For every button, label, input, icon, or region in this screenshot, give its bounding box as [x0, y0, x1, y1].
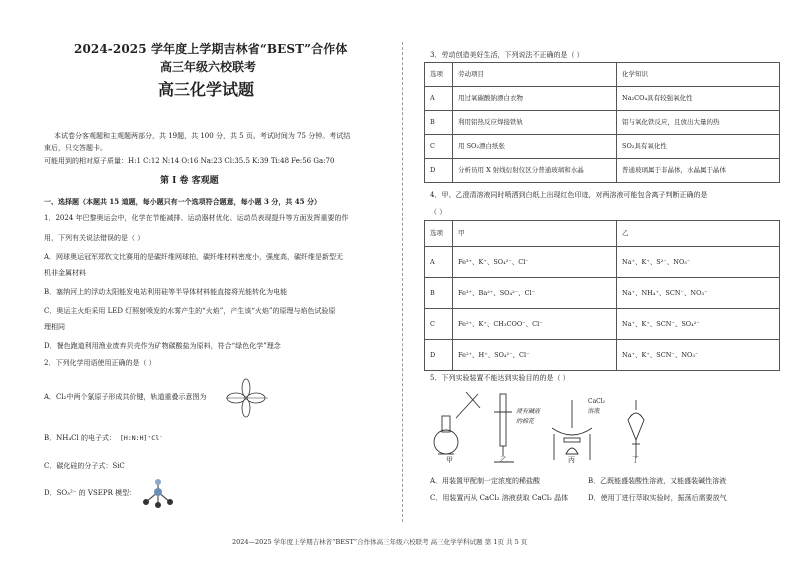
- apparatus-jia-flask-icon: [426, 388, 492, 462]
- table-row: [425, 340, 780, 371]
- q4-header-option: 选项: [425, 221, 453, 247]
- q1-option-c-line2: 理相同: [44, 323, 65, 331]
- table-cell: 利用铝热反应焊接铁轨: [453, 111, 617, 135]
- q4-table: [424, 220, 780, 371]
- table-cell: A: [425, 87, 453, 111]
- q1-option-a-line1: A．网球奥运冠军郑钦文比赛用的是碳纤维网球拍，碳纤维材料密度小，强度高，碳纤维是新型无: [44, 253, 344, 261]
- q3-header-option: 选项: [425, 63, 453, 87]
- table-cell: 铝与氧化铁反应，且放出大量的热: [617, 111, 780, 135]
- table-cell: Na⁺、K⁺、S²⁻、NO₃⁻: [617, 247, 780, 278]
- table-cell: B: [425, 111, 453, 135]
- apparatus-yi-burette-icon: [492, 392, 516, 466]
- apparatus-solution-label: 溶液: [588, 408, 601, 415]
- table-cell: SO₂具有氧化性: [617, 135, 780, 159]
- column-divider: [402, 42, 403, 522]
- q5-option-b: B．乙既能盛装酸性溶液，又能盛装碱性溶液: [588, 477, 727, 485]
- q1-option-a-line2: 机非金属材料: [44, 269, 86, 277]
- table-row: [425, 159, 780, 183]
- table-cell: C: [425, 309, 453, 340]
- q2-option-c: C．碳化硅的分子式：SiC: [44, 462, 125, 470]
- table-cell: Fe²⁺、H⁺、SO₄²⁻、Cl⁻: [453, 340, 617, 371]
- q5-stem: 5．下列实验装置不能达到实验目的的是（ ）: [430, 374, 570, 382]
- page-footer: 2024—2025 学年度上学期吉林省“BEST”合作体高三年级六校联考 高三化学学科试题 第 1页 共 5 页: [232, 538, 528, 546]
- exam-title-line2: 高三年级六校联考: [160, 60, 257, 74]
- apparatus-note-line2: 的棉花: [516, 418, 535, 425]
- q3-stem: 3．劳动创造美好生活，下列说法不正确的是（ ）: [430, 51, 584, 59]
- table-row: [425, 87, 780, 111]
- table-cell: D: [425, 159, 453, 183]
- table-cell: A: [425, 247, 453, 278]
- q1-stem-line2: 用，下列有关说法错误的是（ ）: [44, 234, 145, 242]
- q1-option-c-line1: C．奥运主火炬采用 LED 灯照射喷发的水雾产生的“火焰”，产生该“火焰”的原理与焰色试验原: [44, 307, 336, 315]
- table-cell: Na⁺、K⁺、SCN⁻、SO₄²⁻: [617, 309, 780, 340]
- apparatus-cacl2-label: CaCl₂: [588, 398, 606, 405]
- intro-line1: 本试卷分客观题和主观题两部分，共 19题，共 100 分，共 5 页。考试时间为 75 分钟。考试结: [54, 132, 351, 140]
- orbital-overlap-diagram: [224, 376, 270, 420]
- exam-subject-title: 高三化学试题: [158, 80, 255, 99]
- table-cell: Na⁺、K⁺、SCN⁻、NO₃⁻: [617, 340, 780, 371]
- q5-option-c: C．用装置丙从 CaCl₂ 溶液获取 CaCl₂ 晶体: [430, 494, 569, 502]
- apparatus-label-yi: 乙: [500, 456, 507, 464]
- table-cell: 用 SO₂漂白纸张: [453, 135, 617, 159]
- q5-option-d: D．使用丁进行萃取实验时，振荡后需要放气: [588, 494, 727, 502]
- q4-stem-line1: 4．甲、乙澄清溶液同时喷洒到白纸上出现红色印迹，对两溶液可能包含离子判断正确的是: [430, 191, 708, 199]
- table-row: [425, 247, 780, 278]
- q5-option-a: A．用装置甲配制一定浓度的稀盐酸: [430, 477, 541, 485]
- q3-table: [424, 62, 780, 183]
- intro-line2: 束后，只交答题卡。: [44, 144, 107, 152]
- q3-header-labor: 劳动项目: [453, 63, 617, 87]
- q2-stem: 2．下列化学用语使用正确的是（ ）: [44, 359, 156, 367]
- q2-option-a: A．Cl₂中两个氯原子形成共价键，轨道重叠示意图为: [44, 393, 207, 401]
- table-cell: C: [425, 135, 453, 159]
- table-row: [425, 135, 780, 159]
- table-row: [425, 309, 780, 340]
- table-cell: 分析员用 X 射线衍射仪区分普通玻璃和水晶: [453, 159, 617, 183]
- section-instruction: 一、选择题（本题共 15 道题，每小题只有一个选项符合题意，每小题 3 分，共 45 分）: [44, 197, 321, 206]
- q3-header-row: [425, 63, 780, 87]
- q2-option-b: B．NH₄Cl 的电子式：: [44, 434, 116, 442]
- q4-header-yi: 乙: [617, 221, 780, 247]
- table-cell: Fe³⁺、Ba²⁺、SO₄²⁻、Cl⁻: [453, 278, 617, 309]
- apparatus-ding-funnel-icon: [624, 398, 648, 462]
- apparatus-label-bing: 丙: [568, 456, 575, 464]
- nh4cl-electron-formula: [H:N:H]⁺Cl⁻: [120, 434, 164, 442]
- table-row: [425, 111, 780, 135]
- apparatus-label-ding: 丁: [632, 456, 639, 464]
- exam-title-line1: 2024-2025 学年度上学期吉林省“BEST”合作体: [74, 42, 348, 56]
- q1-option-d: D．餐色跑道利用渔业废弃贝壳作为矿物碳酸盐为原料，符合“绿色化学”理念: [44, 342, 281, 350]
- table-cell: Na₂CO₄具有较强氧化性: [617, 87, 780, 111]
- q1-option-b: B．塞纳河上的浮动太阳能发电站利用硅等半导体材料能直接将光能转化为电能: [44, 288, 288, 296]
- q4-header-jia: 甲: [453, 221, 617, 247]
- table-cell: 普通玻璃属于非晶体，水晶属于晶体: [617, 159, 780, 183]
- q4-stem-line2: （ ）: [430, 208, 447, 216]
- apparatus-label-jia: 甲: [446, 456, 453, 464]
- atomic-masses: 可能用到的相对原子质量：H:1 C:12 N:14 O:16 Na:23 Cl:35.5 K:39 Ti:48 Fe:56 Ga:70: [44, 157, 335, 165]
- q3-header-knowledge: 化学知识: [617, 63, 780, 87]
- table-cell: Na⁺、NH₄⁺、SCN⁻、NO₃⁻: [617, 278, 780, 309]
- table-cell: Fe²⁺、K⁺、CH₃COO⁻、Cl⁻: [453, 309, 617, 340]
- q4-header-row: [425, 221, 780, 247]
- table-cell: B: [425, 278, 453, 309]
- table-cell: Fe³⁺、K⁺、SO₄²⁻、Cl⁻: [453, 247, 617, 278]
- section-title: 第 I 卷 客观题: [160, 176, 219, 186]
- table-row: [425, 278, 780, 309]
- table-cell: 用过氧碳酸钠漂白衣物: [453, 87, 617, 111]
- q2-option-d: D．SO₃²⁻ 的 VSEPR 模型：: [44, 489, 137, 497]
- table-cell: D: [425, 340, 453, 371]
- q1-stem-line1: 1．2024 年巴黎奥运会中，化学在节能减排、运动器材优化、运动员表现提升等方面发挥重要的作: [44, 214, 349, 222]
- apparatus-note-line1: 浸有碱液: [516, 408, 541, 415]
- sulfite-vsepr-model-icon: [140, 478, 176, 508]
